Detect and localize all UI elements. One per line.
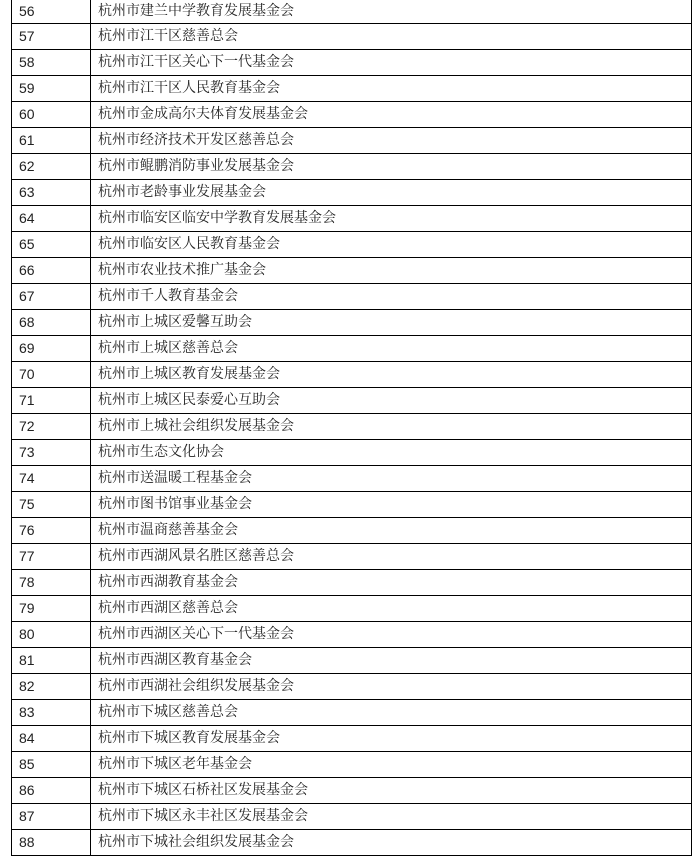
row-number-cell: 68 bbox=[12, 310, 91, 336]
row-number-cell: 75 bbox=[12, 492, 91, 518]
organization-name-cell: 杭州市千人教育基金会 bbox=[91, 284, 692, 310]
organization-name-cell: 杭州市老龄事业发展基金会 bbox=[91, 180, 692, 206]
table-row bbox=[12, 648, 692, 674]
row-number-cell: 60 bbox=[12, 102, 91, 128]
table-row bbox=[12, 362, 692, 388]
organization-name-cell: 杭州市上城区慈善总会 bbox=[91, 336, 692, 362]
table-row bbox=[12, 0, 692, 24]
table-row bbox=[12, 726, 692, 752]
organization-name-cell: 杭州市下城区慈善总会 bbox=[91, 700, 692, 726]
organization-name-cell: 杭州市建兰中学教育发展基金会 bbox=[91, 0, 692, 24]
organization-name-cell: 杭州市上城社会组织发展基金会 bbox=[91, 414, 692, 440]
table-row bbox=[12, 206, 692, 232]
table-row bbox=[12, 674, 692, 700]
table-row bbox=[12, 310, 692, 336]
organization-name-cell: 杭州市西湖教育基金会 bbox=[91, 570, 692, 596]
table-row bbox=[12, 544, 692, 570]
row-number-cell: 61 bbox=[12, 128, 91, 154]
row-number-cell: 58 bbox=[12, 50, 91, 76]
organization-name-cell: 杭州市西湖区教育基金会 bbox=[91, 648, 692, 674]
organization-name-cell: 杭州市图书馆事业基金会 bbox=[91, 492, 692, 518]
row-number-cell: 72 bbox=[12, 414, 91, 440]
row-number-cell: 84 bbox=[12, 726, 91, 752]
row-number-cell: 82 bbox=[12, 674, 91, 700]
table-row bbox=[12, 414, 692, 440]
row-number-cell: 71 bbox=[12, 388, 91, 414]
organization-name-cell: 杭州市下城区永丰社区发展基金会 bbox=[91, 804, 692, 830]
row-number-cell: 67 bbox=[12, 284, 91, 310]
table-row bbox=[12, 752, 692, 778]
row-number-cell: 87 bbox=[12, 804, 91, 830]
row-number-cell: 76 bbox=[12, 518, 91, 544]
row-number-cell: 77 bbox=[12, 544, 91, 570]
organization-name-cell: 杭州市西湖区慈善总会 bbox=[91, 596, 692, 622]
organization-name-cell: 杭州市金成高尔夫体育发展基金会 bbox=[91, 102, 692, 128]
row-number-cell: 62 bbox=[12, 154, 91, 180]
row-number-cell: 80 bbox=[12, 622, 91, 648]
organization-name-cell: 杭州市江干区慈善总会 bbox=[91, 24, 692, 50]
row-number-cell: 56 bbox=[12, 0, 91, 24]
organization-name-cell: 杭州市西湖风景名胜区慈善总会 bbox=[91, 544, 692, 570]
organization-name-cell: 杭州市农业技术推广基金会 bbox=[91, 258, 692, 284]
table-row bbox=[12, 284, 692, 310]
organization-name-cell: 杭州市鲲鹏消防事业发展基金会 bbox=[91, 154, 692, 180]
row-number-cell: 57 bbox=[12, 24, 91, 50]
row-number-cell: 66 bbox=[12, 258, 91, 284]
row-number-cell: 74 bbox=[12, 466, 91, 492]
foundation-table-container bbox=[11, 0, 692, 856]
row-number-cell: 63 bbox=[12, 180, 91, 206]
foundation-table bbox=[11, 0, 692, 856]
organization-name-cell: 杭州市下城区石桥社区发展基金会 bbox=[91, 778, 692, 804]
organization-name-cell: 杭州市江干区关心下一代基金会 bbox=[91, 50, 692, 76]
table-row bbox=[12, 154, 692, 180]
row-number-cell: 85 bbox=[12, 752, 91, 778]
table-row bbox=[12, 50, 692, 76]
table-row bbox=[12, 440, 692, 466]
organization-name-cell: 杭州市临安区人民教育基金会 bbox=[91, 232, 692, 258]
table-row bbox=[12, 596, 692, 622]
organization-name-cell: 杭州市温商慈善基金会 bbox=[91, 518, 692, 544]
organization-name-cell: 杭州市西湖社会组织发展基金会 bbox=[91, 674, 692, 700]
organization-name-cell: 杭州市上城区教育发展基金会 bbox=[91, 362, 692, 388]
row-number-cell: 79 bbox=[12, 596, 91, 622]
row-number-cell: 73 bbox=[12, 440, 91, 466]
foundation-table-body bbox=[12, 0, 692, 856]
table-row bbox=[12, 492, 692, 518]
organization-name-cell: 杭州市西湖区关心下一代基金会 bbox=[91, 622, 692, 648]
row-number-cell: 83 bbox=[12, 700, 91, 726]
table-row bbox=[12, 24, 692, 50]
row-number-cell: 65 bbox=[12, 232, 91, 258]
row-number-cell: 88 bbox=[12, 830, 91, 856]
organization-name-cell: 杭州市下城区老年基金会 bbox=[91, 752, 692, 778]
organization-name-cell: 杭州市下城社会组织发展基金会 bbox=[91, 830, 692, 856]
table-row bbox=[12, 700, 692, 726]
table-row bbox=[12, 128, 692, 154]
row-number-cell: 81 bbox=[12, 648, 91, 674]
table-row bbox=[12, 258, 692, 284]
table-row bbox=[12, 102, 692, 128]
table-row bbox=[12, 388, 692, 414]
table-row bbox=[12, 830, 692, 856]
table-row bbox=[12, 180, 692, 206]
row-number-cell: 59 bbox=[12, 76, 91, 102]
organization-name-cell: 杭州市上城区民泰爱心互助会 bbox=[91, 388, 692, 414]
row-number-cell: 69 bbox=[12, 336, 91, 362]
table-row bbox=[12, 518, 692, 544]
organization-name-cell: 杭州市生态文化协会 bbox=[91, 440, 692, 466]
organization-name-cell: 杭州市江干区人民教育基金会 bbox=[91, 76, 692, 102]
table-row bbox=[12, 466, 692, 492]
table-row bbox=[12, 804, 692, 830]
row-number-cell: 70 bbox=[12, 362, 91, 388]
table-row bbox=[12, 232, 692, 258]
organization-name-cell: 杭州市上城区爱馨互助会 bbox=[91, 310, 692, 336]
row-number-cell: 64 bbox=[12, 206, 91, 232]
table-row bbox=[12, 336, 692, 362]
row-number-cell: 78 bbox=[12, 570, 91, 596]
organization-name-cell: 杭州市临安区临安中学教育发展基金会 bbox=[91, 206, 692, 232]
table-row bbox=[12, 778, 692, 804]
organization-name-cell: 杭州市经济技术开发区慈善总会 bbox=[91, 128, 692, 154]
table-row bbox=[12, 76, 692, 102]
organization-name-cell: 杭州市下城区教育发展基金会 bbox=[91, 726, 692, 752]
table-row bbox=[12, 622, 692, 648]
table-row bbox=[12, 570, 692, 596]
organization-name-cell: 杭州市送温暖工程基金会 bbox=[91, 466, 692, 492]
row-number-cell: 86 bbox=[12, 778, 91, 804]
